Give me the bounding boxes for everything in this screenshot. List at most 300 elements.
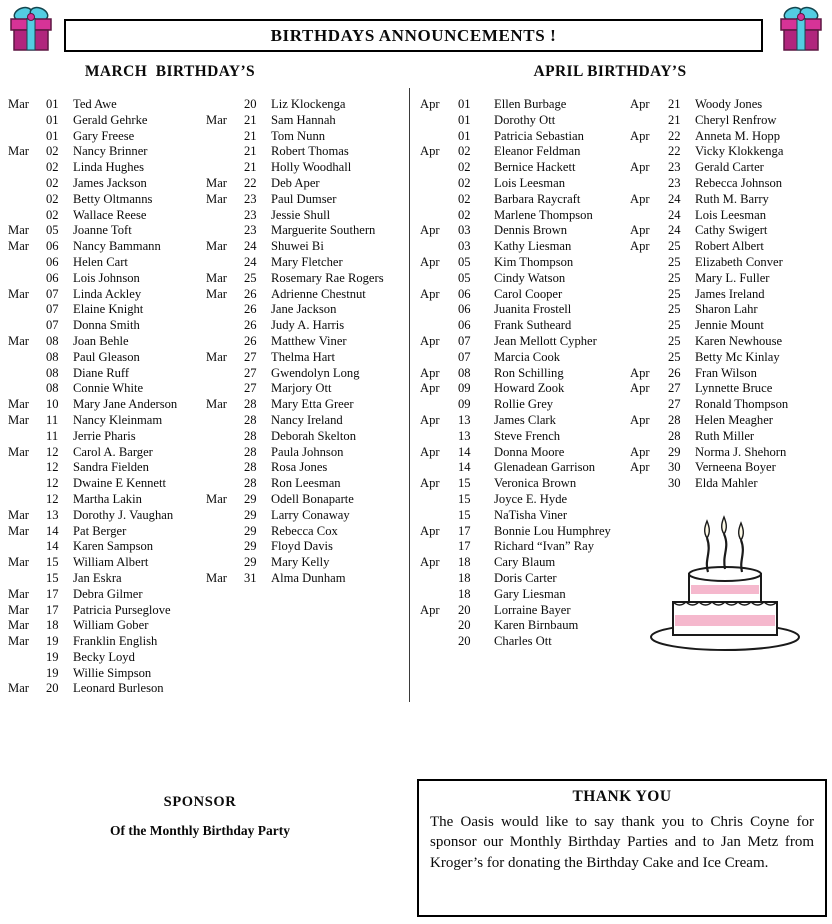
day-number: 13 xyxy=(458,428,471,443)
person-name: Vicky Klokkenga xyxy=(695,144,784,159)
birthday-entry xyxy=(630,255,830,271)
birthday-entry xyxy=(420,397,627,413)
person-name: Barbara Raycraft xyxy=(494,191,581,206)
birthday-entry xyxy=(8,413,206,429)
day-number: 26 xyxy=(244,318,257,333)
day-number: 28 xyxy=(244,428,257,443)
day-number: 22 xyxy=(244,175,257,190)
birthday-entry xyxy=(420,618,627,634)
person-name: Marjory Ott xyxy=(271,381,332,396)
birthday-entry xyxy=(630,223,830,239)
day-number: 20 xyxy=(458,618,471,633)
birthday-entry xyxy=(420,97,627,113)
day-number: 24 xyxy=(244,239,257,254)
birthday-entry xyxy=(630,287,830,303)
person-name: Adrienne Chestnut xyxy=(271,286,366,301)
person-name: Martha Lakin xyxy=(73,491,142,506)
birthday-entry xyxy=(206,129,406,145)
birthday-entry xyxy=(630,460,830,476)
month-label: Mar xyxy=(8,397,29,412)
gift-box-icon-left xyxy=(8,4,54,54)
month-label: Mar xyxy=(206,570,227,585)
month-label: Apr xyxy=(420,97,440,111)
day-number: 01 xyxy=(46,97,59,111)
birthday-entry xyxy=(630,429,830,445)
month-label xyxy=(630,144,668,160)
month-label xyxy=(420,634,458,650)
month-label xyxy=(206,334,244,350)
person-name: Paul Dumser xyxy=(271,191,337,206)
day-number: 26 xyxy=(668,365,681,380)
month-label xyxy=(420,618,458,634)
person-name: Ron Schilling xyxy=(494,365,564,380)
day-number: 25 xyxy=(668,349,681,364)
person-name: Willie Simpson xyxy=(73,665,152,680)
person-name: Lois Johnson xyxy=(73,270,140,285)
birthday-entry xyxy=(8,603,206,619)
month-label: Mar xyxy=(8,144,29,159)
day-number: 29 xyxy=(244,523,257,538)
day-number: 25 xyxy=(244,270,257,285)
person-name: Gerald Gehrke xyxy=(73,112,148,127)
person-name: Jane Jackson xyxy=(271,302,337,317)
person-name: Shuwei Bi xyxy=(271,239,324,254)
person-name: Howard Zook xyxy=(494,381,565,396)
day-number: 24 xyxy=(668,223,681,238)
day-number: 26 xyxy=(244,333,257,348)
day-number: 21 xyxy=(668,112,681,127)
person-name: Patricia Sebastian xyxy=(494,128,584,143)
day-number: 02 xyxy=(458,160,471,175)
day-number: 27 xyxy=(668,397,681,412)
month-label: Mar xyxy=(206,349,227,364)
birthday-entry xyxy=(420,176,627,192)
month-label: Mar xyxy=(206,112,227,127)
person-name: Paul Gleason xyxy=(73,349,140,364)
birthday-entry xyxy=(420,508,627,524)
person-name: Nancy Bammann xyxy=(73,239,161,254)
birthday-entry xyxy=(630,144,830,160)
birthday-entry xyxy=(206,176,406,192)
day-number: 27 xyxy=(244,365,257,380)
birthday-entry xyxy=(420,129,627,145)
day-number: 13 xyxy=(46,507,59,522)
person-name: Cheryl Renfrow xyxy=(695,112,777,127)
day-number: 27 xyxy=(668,381,681,396)
person-name: Steve French xyxy=(494,428,561,443)
month-label: Mar xyxy=(8,634,29,649)
month-label: Apr xyxy=(630,97,650,111)
birthday-entry xyxy=(630,208,830,224)
person-name: Glenadean Garrison xyxy=(494,460,596,475)
person-name: Judy A. Harris xyxy=(271,318,345,333)
person-name: Donna Smith xyxy=(73,318,140,333)
month-label xyxy=(206,255,244,271)
birthday-entry xyxy=(8,255,206,271)
person-name: Helen Meagher xyxy=(695,412,773,427)
month-label xyxy=(630,334,668,350)
birthday-entry xyxy=(8,397,206,413)
birthday-entry xyxy=(630,445,830,461)
day-number: 20 xyxy=(46,681,59,696)
birthday-entry xyxy=(206,318,406,334)
person-name: Ruth M. Barry xyxy=(695,191,769,206)
month-label xyxy=(206,524,244,540)
month-label xyxy=(420,176,458,192)
birthday-entry xyxy=(206,97,406,113)
birthday-entry xyxy=(206,397,406,413)
day-number: 07 xyxy=(458,349,471,364)
person-name: Verneena Boyer xyxy=(695,460,776,475)
person-name: Rosemary Rae Rogers xyxy=(271,270,384,285)
day-number: 02 xyxy=(458,191,471,206)
birthday-entry xyxy=(420,524,627,540)
month-label xyxy=(420,160,458,176)
person-name: Woody Jones xyxy=(695,97,763,111)
month-label xyxy=(8,666,46,682)
person-name: Rollie Grey xyxy=(494,397,554,412)
month-label: Apr xyxy=(630,444,650,459)
day-number: 05 xyxy=(458,270,471,285)
month-label xyxy=(206,539,244,555)
person-name: Marlene Thompson xyxy=(494,207,593,222)
birthday-entry xyxy=(8,618,206,634)
person-name: Sam Hannah xyxy=(271,112,336,127)
day-number: 27 xyxy=(244,349,257,364)
day-number: 02 xyxy=(46,207,59,222)
birthday-entry xyxy=(8,334,206,350)
person-name: Connie White xyxy=(73,381,144,396)
birthday-entry xyxy=(206,492,406,508)
person-name: James Ireland xyxy=(695,286,765,301)
person-name: Ted Awe xyxy=(73,97,117,111)
month-label xyxy=(630,429,668,445)
day-number: 21 xyxy=(244,160,257,175)
person-name: Carol Cooper xyxy=(494,286,563,301)
month-label xyxy=(8,255,46,271)
day-number: 14 xyxy=(46,539,59,554)
person-name: Odell Bonaparte xyxy=(271,491,354,506)
month-label xyxy=(206,302,244,318)
day-number: 25 xyxy=(668,302,681,317)
birthday-entry xyxy=(8,208,206,224)
birthday-entry xyxy=(630,129,830,145)
month-label: Apr xyxy=(420,476,440,491)
birthday-entry xyxy=(420,160,627,176)
day-number: 28 xyxy=(668,412,681,427)
birthday-entry xyxy=(8,350,206,366)
gift-box-graphic xyxy=(8,4,54,54)
month-label: Mar xyxy=(206,270,227,285)
birthday-entry xyxy=(206,381,406,397)
thank-you-box xyxy=(417,779,827,917)
person-name: Rosa Jones xyxy=(271,460,328,475)
day-number: 25 xyxy=(668,318,681,333)
month-label xyxy=(8,113,46,129)
birthday-entry xyxy=(206,429,406,445)
birthday-entry xyxy=(206,255,406,271)
month-label xyxy=(8,366,46,382)
person-name: Jennie Mount xyxy=(695,318,764,333)
month-label: Apr xyxy=(630,239,650,254)
day-number: 02 xyxy=(46,191,59,206)
person-name: Mary Jane Anderson xyxy=(73,397,178,412)
month-label: Mar xyxy=(206,286,227,301)
person-name: Kim Thompson xyxy=(494,254,574,269)
day-number: 12 xyxy=(46,460,59,475)
person-name: Joyce E. Hyde xyxy=(494,491,568,506)
month-label xyxy=(630,318,668,334)
person-name: Thelma Hart xyxy=(271,349,335,364)
birthday-entry xyxy=(8,287,206,303)
person-name: Jessie Shull xyxy=(271,207,331,222)
person-name: Rebecca Cox xyxy=(271,523,338,538)
birthday-entry xyxy=(8,681,206,697)
day-number: 24 xyxy=(244,254,257,269)
month-label: Apr xyxy=(420,523,440,538)
birthday-entry xyxy=(206,208,406,224)
month-label xyxy=(420,239,458,255)
day-number: 06 xyxy=(46,254,59,269)
april-section-heading: APRIL BIRTHDAY’S xyxy=(533,63,687,80)
birthday-entry xyxy=(206,287,406,303)
day-number: 11 xyxy=(46,412,59,427)
birthday-entry xyxy=(630,302,830,318)
person-name: Mary Kelly xyxy=(271,555,330,570)
day-number: 29 xyxy=(244,507,257,522)
person-name: Norma J. Shehorn xyxy=(695,444,787,459)
person-name: Karen Sampson xyxy=(73,539,154,554)
birthday-entry xyxy=(8,460,206,476)
person-name: Nancy Ireland xyxy=(271,412,343,427)
day-number: 18 xyxy=(458,586,471,601)
person-name: Liz Klockenga xyxy=(271,97,346,111)
person-name: Karen Birnbaum xyxy=(494,618,579,633)
day-number: 29 xyxy=(244,539,257,554)
birthday-entry xyxy=(206,366,406,382)
month-label: Apr xyxy=(630,460,650,475)
birthday-entry xyxy=(8,539,206,555)
month-label: Apr xyxy=(420,381,440,396)
month-label xyxy=(206,381,244,397)
birthday-entry xyxy=(206,113,406,129)
person-name: Mary L. Fuller xyxy=(695,270,770,285)
month-label xyxy=(206,223,244,239)
month-label: Apr xyxy=(630,412,650,427)
month-label xyxy=(206,129,244,145)
birthday-entry xyxy=(420,113,627,129)
person-name: Elizabeth Conver xyxy=(695,254,783,269)
month-label: Apr xyxy=(420,365,440,380)
person-name: Ron Leesman xyxy=(271,476,341,491)
month-label xyxy=(420,492,458,508)
month-label xyxy=(420,302,458,318)
month-label: Mar xyxy=(8,681,29,696)
month-label: Mar xyxy=(8,586,29,601)
sponsor-subtitle: Of the Monthly Birthday Party xyxy=(110,823,290,838)
march-birthday-list-col2 xyxy=(206,97,406,587)
month-label: Mar xyxy=(206,175,227,190)
person-name: Doris Carter xyxy=(494,570,557,585)
month-label xyxy=(206,508,244,524)
person-name: Richard “Ivan” Ray xyxy=(494,539,595,554)
day-number: 31 xyxy=(244,570,257,585)
month-label xyxy=(8,129,46,145)
month-label xyxy=(8,176,46,192)
day-number: 14 xyxy=(458,460,471,475)
month-label: Apr xyxy=(630,191,650,206)
day-number: 06 xyxy=(458,302,471,317)
month-label: Apr xyxy=(420,254,440,269)
birthday-entry xyxy=(630,176,830,192)
person-name: Leonard Burleson xyxy=(73,681,164,696)
birthday-entry xyxy=(206,302,406,318)
person-name: Pat Berger xyxy=(73,523,127,538)
day-number: 22 xyxy=(668,128,681,143)
month-label: Mar xyxy=(206,491,227,506)
day-number: 28 xyxy=(244,476,257,491)
day-number: 17 xyxy=(46,602,59,617)
day-number: 12 xyxy=(46,476,59,491)
month-label xyxy=(206,318,244,334)
month-label xyxy=(8,539,46,555)
person-name: William Albert xyxy=(73,555,149,570)
day-number: 17 xyxy=(458,539,471,554)
birthday-entry xyxy=(420,460,627,476)
thank-you-body: The Oasis would like to say thank you to Chris Coyne for sponsor our Monthly Birthday Parties and to Jan Metz from Kroger’s for donating the Birthday Cake and Ice Cream. xyxy=(430,814,814,871)
month-label xyxy=(420,539,458,555)
month-label xyxy=(8,460,46,476)
birthday-entry xyxy=(420,587,627,603)
day-number: 22 xyxy=(668,144,681,159)
birthday-entry xyxy=(206,508,406,524)
month-label xyxy=(206,460,244,476)
day-number: 23 xyxy=(668,160,681,175)
birthday-entry xyxy=(420,429,627,445)
birthday-entry xyxy=(420,413,627,429)
day-number: 29 xyxy=(668,444,681,459)
person-name: Nancy Kleinmam xyxy=(73,412,163,427)
birthday-entry xyxy=(8,476,206,492)
birthday-entry xyxy=(420,350,627,366)
birthday-entry xyxy=(8,666,206,682)
month-label xyxy=(630,287,668,303)
person-name: Karen Newhouse xyxy=(695,333,783,348)
birthday-entry xyxy=(206,571,406,587)
person-name: Holly Woodhall xyxy=(271,160,352,175)
day-number: 18 xyxy=(458,555,471,570)
month-label xyxy=(630,350,668,366)
day-number: 06 xyxy=(458,318,471,333)
month-label xyxy=(8,160,46,176)
birthday-entry xyxy=(206,223,406,239)
birthday-entry xyxy=(8,239,206,255)
month-label: Mar xyxy=(8,223,29,238)
person-name: Larry Conaway xyxy=(271,507,350,522)
person-name: Marguerite Southern xyxy=(271,223,376,238)
person-name: Elaine Knight xyxy=(73,302,144,317)
birthday-entry xyxy=(206,239,406,255)
day-number: 17 xyxy=(46,586,59,601)
day-number: 20 xyxy=(244,97,257,111)
day-number: 25 xyxy=(668,333,681,348)
day-number: 06 xyxy=(458,286,471,301)
birthday-entry xyxy=(630,192,830,208)
month-label xyxy=(206,366,244,382)
day-number: 25 xyxy=(668,286,681,301)
day-number: 02 xyxy=(46,144,59,159)
person-name: Rebecca Johnson xyxy=(695,175,783,190)
person-name: Bonnie Lou Humphrey xyxy=(494,523,611,538)
month-label: Apr xyxy=(420,444,440,459)
birthday-cake-graphic xyxy=(645,490,805,658)
month-label: Mar xyxy=(206,397,227,412)
person-name: Donna Moore xyxy=(494,444,565,459)
month-label xyxy=(420,192,458,208)
month-label xyxy=(206,160,244,176)
birthday-entry xyxy=(8,429,206,445)
birthday-entry xyxy=(206,144,406,160)
birthday-entry xyxy=(8,129,206,145)
birthday-entry xyxy=(206,460,406,476)
person-name: Lorraine Bayer xyxy=(494,602,571,617)
day-number: 25 xyxy=(668,239,681,254)
birthday-entry xyxy=(8,587,206,603)
birthday-entry xyxy=(8,318,206,334)
person-name: Linda Hughes xyxy=(73,160,144,175)
person-name: Sandra Fielden xyxy=(73,460,149,475)
month-label xyxy=(8,571,46,587)
day-number: 02 xyxy=(458,175,471,190)
day-number: 19 xyxy=(46,665,59,680)
month-label xyxy=(8,429,46,445)
month-label: Apr xyxy=(420,412,440,427)
person-name: Ronald Thompson xyxy=(695,397,789,412)
birthday-entry xyxy=(420,302,627,318)
day-number: 01 xyxy=(458,97,471,111)
birthday-entry xyxy=(8,176,206,192)
person-name: Charles Ott xyxy=(494,634,552,649)
person-name: Veronica Brown xyxy=(494,476,577,491)
birthday-entry xyxy=(8,144,206,160)
day-number: 06 xyxy=(46,270,59,285)
person-name: Paula Johnson xyxy=(271,444,344,459)
person-name: Bernice Hackett xyxy=(494,160,576,175)
birthday-entry xyxy=(420,603,627,619)
month-label xyxy=(420,113,458,129)
day-number: 01 xyxy=(46,128,59,143)
person-name: Betty Mc Kinlay xyxy=(695,349,780,364)
march-birthday-list-col1 xyxy=(8,97,206,697)
day-number: 15 xyxy=(458,476,471,491)
day-number: 03 xyxy=(458,223,471,238)
person-name: Joanne Toft xyxy=(73,223,132,238)
person-name: NaTisha Viner xyxy=(494,507,568,522)
person-name: Debra Gilmer xyxy=(73,586,143,601)
birthday-cake-illustration xyxy=(645,490,805,658)
month-label xyxy=(8,350,46,366)
birthday-entry xyxy=(8,634,206,650)
person-name: Tom Nunn xyxy=(271,128,326,143)
month-label: Apr xyxy=(420,223,440,238)
month-label: Mar xyxy=(206,191,227,206)
person-name: Marcia Cook xyxy=(494,349,561,364)
day-number: 21 xyxy=(244,128,257,143)
birthday-entry xyxy=(8,524,206,540)
birthday-entry xyxy=(8,192,206,208)
day-number: 02 xyxy=(458,207,471,222)
person-name: Jean Mellott Cypher xyxy=(494,333,597,348)
